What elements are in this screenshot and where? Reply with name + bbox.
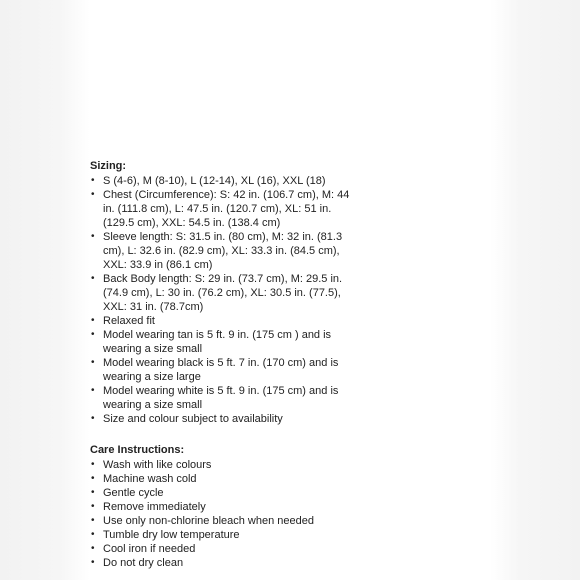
bullet-icon: • (91, 273, 95, 284)
bullet-icon: • (91, 459, 95, 470)
product-description (90, 159, 350, 570)
sizing-item-chest (90, 188, 350, 230)
bullet-icon: • (91, 473, 95, 484)
bullet-icon: • (91, 487, 95, 498)
bullet-icon: • (91, 357, 95, 368)
care-list (90, 458, 350, 570)
list-item-text: Relaxed fit (103, 315, 155, 327)
sizing-heading: Sizing: (90, 160, 127, 172)
bullet-icon: • (91, 529, 95, 540)
sizing-item-sleeve (90, 230, 350, 272)
bullet-icon: • (91, 543, 95, 554)
sizing-item-sizes (90, 174, 350, 188)
list-item-text: Cool iron if needed (103, 543, 196, 555)
list-item-text: Back Body length: S: 29 in. (73.7 cm), M: 29.5 in. (74.9 cm), L: 30 in. (76.2 cm), XL: 30.5 in. (77.5), XXL: 31 in. (78.7cm) (103, 273, 343, 313)
bullet-icon: • (91, 189, 95, 200)
care-item (90, 472, 350, 486)
list-item-text: Wash with like colours (103, 459, 212, 471)
list-item-text: Gentle cycle (103, 487, 164, 499)
care-item (90, 458, 350, 472)
care-item (90, 500, 350, 514)
care-item (90, 528, 350, 542)
list-item-text: Use only non-chlorine bleach when needed (103, 515, 314, 527)
sizing-section (90, 159, 350, 426)
care-item (90, 486, 350, 500)
list-item-text: Do not dry clean (103, 557, 184, 569)
list-item-text: Remove immediately (103, 501, 206, 513)
care-heading: Care Instructions: (90, 444, 185, 456)
sizing-item-model-white (90, 384, 350, 412)
bullet-icon: • (91, 231, 95, 242)
sizing-list (90, 174, 350, 426)
list-item-text: S (4-6), M (8-10), L (12-14), XL (16), XXL (18) (103, 175, 326, 187)
list-item-text: Tumble dry low temperature (103, 529, 240, 541)
bullet-icon: • (91, 557, 95, 568)
bullet-icon: • (91, 385, 95, 396)
bullet-icon: • (91, 515, 95, 526)
list-item-text: Machine wash cold (103, 473, 197, 485)
care-item (90, 514, 350, 528)
bullet-icon: • (91, 413, 95, 424)
sizing-item-fit (90, 314, 350, 328)
list-item-text: Model wearing black is 5 ft. 7 in. (170 cm) and is wearing a size large (103, 357, 339, 383)
sizing-item-back-length (90, 272, 350, 314)
list-item-text: Model wearing white is 5 ft. 9 in. (175 cm) and is wearing a size small (103, 385, 339, 411)
care-item (90, 542, 350, 556)
bullet-icon: • (91, 329, 95, 340)
list-item-text: Model wearing tan is 5 ft. 9 in. (175 cm ) and is wearing a size small (103, 329, 332, 355)
list-item-text: Chest (Circumference): S: 42 in. (106.7 cm), M: 44 in. (111.8 cm), L: 47.5 in. (120.7 cm), XL: 51 in. (129.5 cm), XXL: 54.5 in. (138.4 cm) (103, 189, 350, 229)
bullet-icon: • (91, 501, 95, 512)
bullet-icon: • (91, 175, 95, 186)
bullet-icon: • (91, 315, 95, 326)
care-item (90, 556, 350, 570)
sizing-item-model-tan (90, 328, 350, 356)
sizing-item-availability (90, 412, 350, 426)
list-item-text: Size and colour subject to availability (103, 413, 283, 425)
sizing-item-model-black (90, 356, 350, 384)
list-item-text: Sleeve length: S: 31.5 in. (80 cm), M: 32 in. (81.3 cm), L: 32.6 in. (82.9 cm), XL: 33.3 in. (84.5 cm), XXL: 33.9 in (86.1 cm) (103, 231, 343, 271)
care-section (90, 443, 350, 570)
